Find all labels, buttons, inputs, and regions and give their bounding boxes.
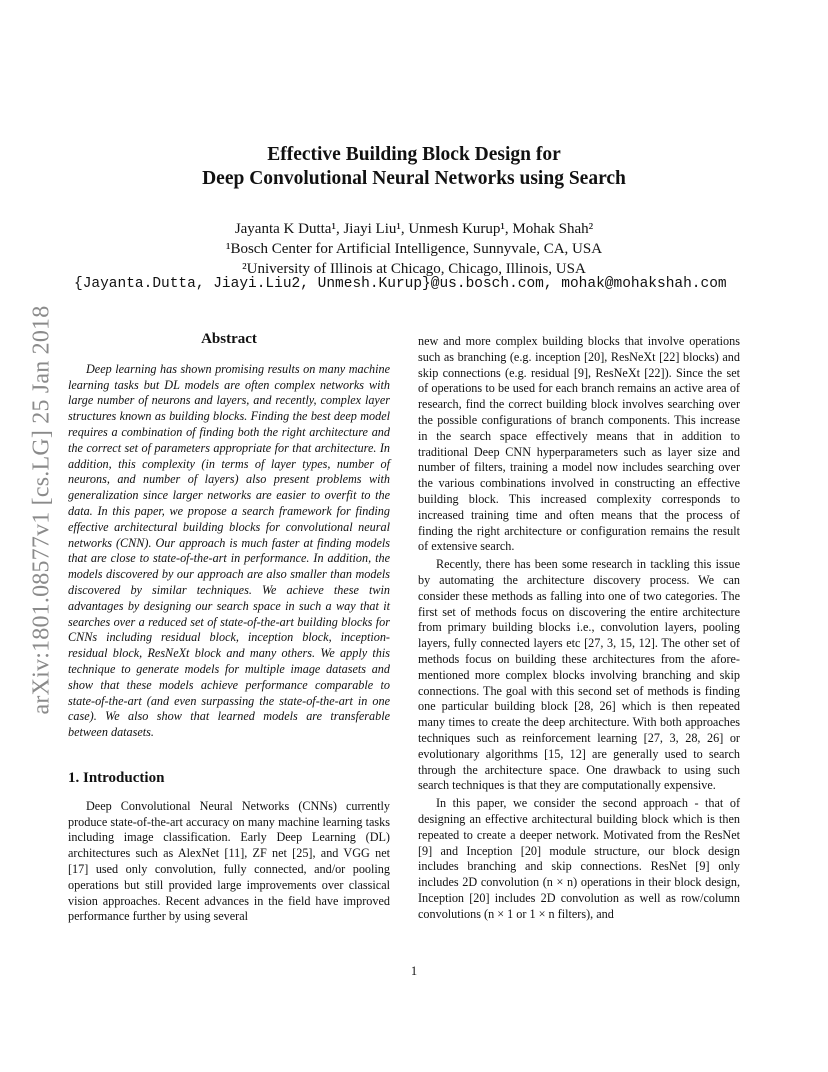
left-column <box>68 332 390 925</box>
page-number: 1 <box>410 964 418 978</box>
affiliation-1: ¹Bosch Center for Artificial Intelligence, Sunnyvale, CA, USA <box>225 241 603 257</box>
author-emails: {Jayanta.Dutta, Jiayi.Liu2, Unmesh.Kurup}@us.bosch.com, mohak@mohakshah.com <box>74 276 727 292</box>
abstract-text: Deep learning has shown promising results on many machine learning tasks but DL models are often complex networks with large number of neurons and layers, and recently, complex layer structures known as building blocks. Finding the best deep model requires a combination of finding both the right architecture and the correct set of parameters appropriate for that architecture. In addition, this complexity (in terms of layer types, number of neurons, and number of layers) also present problems with generalization since larger networks are easier to overfit to the data. In this paper, we propose a search framework for finding effective architectural building blocks for convolutional neural networks (CNN). Our approach is much faster at finding models that are close to state-of-the-art in performance. In addition, the models discovered by our approach are also smaller than models discovered by similar techniques. We achieve these twin advantages by designing our search space in such a way that it searches over a reduced set of state-of-the-art building blocks for CNNs including residual block, inception block, inception-residual block, ResNeXt block and many others. We apply this technique to generate models for multiple image datasets and show that these models achieve performance comparable to state-of-the-art (and even surpassing the state-of-the-art in one case). We also show that learned models are transferable between datasets. <box>68 361 390 740</box>
intro-paragraph-1: Deep Convolutional Neural Networks (CNNs) currently produce state-of-the-art accuracy on many machine learning tasks including image classification. Early Deep Learning (DL) architectures such as AlexNet [11], ZF net [25], and VGG net [17] used only convolution, fully connected, and/or pooling operations but still provided large improvements over classical vision approaches. Recent advances in the field have improved performance further by using several <box>68 798 390 924</box>
title-line-2: Deep Convolutional Neural Networks using Search <box>202 168 626 189</box>
author-names: Jayanta K Dutta¹, Jiayi Liu¹, Unmesh Kurup¹, Mohak Shah² <box>234 221 594 237</box>
arxiv-stamp <box>22 290 62 730</box>
paper-title <box>0 143 828 191</box>
right-paragraph-2: Recently, there has been some research in tackling this issue by automating the architecture discovery process. We can consider these methods as falling into one of two categories. The first set of methods focus on discovering the entire architecture from primary building blocks i.e., convolution layers, pooling layers, fully connected layers etc [27, 3, 15, 12]. The other set of methods focus on building these architectures from the afore-mentioned more complex blocks involving branching and skip connections. The goal with this second set of methods is finding one particular building block [28, 26] which is then repeated many times to create the deep architecture. With both approaches techniques such as reinforcement learning [27, 3, 28, 26] or evolutionary algorithms [15, 12] are generally used to search through the architecture space. One drawback to using such search techniques is that they are computationally expensive. <box>418 557 740 793</box>
author-block <box>0 219 828 279</box>
section-heading-introduction: 1. Introduction <box>68 769 165 786</box>
right-paragraph-3: In this paper, we consider the second approach - that of designing an effective architectural building block which is then repeated to create a deeper network. Motivated from the ResNet [9] and Inception [20] module structure, our block design includes branching and skip connections. ResNet [9] only includes 2D convolution (n × n) operations in their block design, Inception [20] includes 2D convolution as well as row/column convolutions (n × 1 or 1 × n filters), and <box>418 796 740 921</box>
title-line-1: Effective Building Block Design for <box>267 144 561 165</box>
arxiv-stamp-text: arXiv:1801.08577v1 [cs.LG] 25 Jan 2018 <box>28 305 55 715</box>
affiliation-2: ²University of Illinois at Chicago, Chicago, Illinois, USA <box>242 261 586 277</box>
right-paragraph-1: new and more complex building blocks that involve operations such as branching (e.g. inception [20], ResNeXt [22] blocks) and skip connections (e.g. residual [9], ResNeXt [22]). Since the set of operations to be used for each branch remains an active area of research, find the correct building block involves searching over the possible configurations of branch components. This increase in the search space effectively means that in addition to traditional Deep CNN hyperparameters such as layer size and number of filters, training a model now includes searching over the various combinations involved in constructing an effective building block. This increased complexity corresponds to increased training time and often means that the process of finding the right architecture or configuration remains the result of extensive search. <box>418 334 740 554</box>
right-column <box>418 334 740 922</box>
abstract-heading: Abstract <box>201 331 257 347</box>
